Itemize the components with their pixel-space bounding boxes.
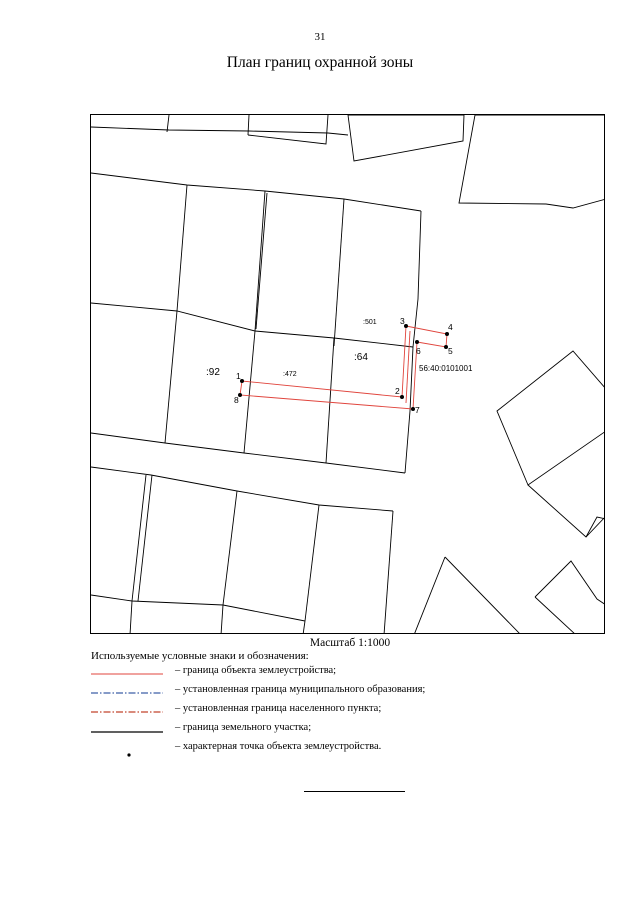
parcel-label-92: :92 [206, 367, 220, 378]
legend-item-land-boundary [91, 722, 611, 736]
map-scale: Масштаб 1:1000 [309, 637, 391, 649]
point-8-label: 8 [234, 395, 239, 405]
parcel-line [413, 211, 421, 347]
signature-line [304, 791, 405, 792]
point-4-label: 4 [448, 322, 453, 332]
protection-zone-outline [240, 326, 417, 409]
parcel-line [445, 557, 521, 634]
parcel-line [255, 191, 265, 331]
parcel-line [384, 511, 393, 634]
parcel-line [459, 115, 605, 208]
parcel-line [91, 595, 305, 621]
parcel-line [528, 485, 605, 537]
land-parcel-boundaries [91, 115, 605, 634]
point-3-label: 3 [400, 316, 405, 326]
point-1-label: 1 [236, 371, 241, 381]
parcel-line [497, 351, 605, 485]
legend-item-characteristic-point [91, 741, 611, 755]
legend-item-object-boundary [91, 665, 611, 679]
protection-zone-outline [406, 331, 410, 403]
legend-text: – граница объекта землеустройства; [175, 665, 337, 676]
point-7-label: 7 [415, 405, 420, 415]
parcel-line [177, 185, 187, 311]
parcel-line [91, 173, 421, 211]
parcel-line [223, 491, 237, 605]
parcel-line [248, 115, 328, 144]
parcel-line [348, 115, 464, 161]
red-line-symbol [91, 668, 163, 678]
parcel-line [138, 475, 152, 601]
parcel-line [303, 621, 305, 634]
point-5-label: 5 [448, 346, 453, 356]
parcel-line [167, 115, 169, 132]
point-2-label: 2 [395, 386, 400, 396]
parcel-line [305, 505, 319, 621]
parcel-label-501: :501 [363, 319, 377, 326]
parcel-line [256, 193, 267, 329]
page-number: 31 [314, 31, 326, 43]
legend-item-settlement-boundary [91, 703, 611, 717]
dash-dot-blue-line-symbol [91, 687, 163, 697]
legend-text: – установленная граница муниципального образования; [175, 684, 426, 695]
point-4-marker [445, 332, 449, 336]
parcel-line [414, 557, 445, 634]
legend-item-municipal-boundary [91, 684, 611, 698]
characteristic-points [238, 324, 449, 411]
page-title: План границ охранной зоны [226, 54, 414, 71]
parcel-line [248, 115, 249, 135]
parcel-label-472: :472 [283, 371, 297, 378]
parcel-label-64: :64 [354, 352, 368, 363]
object-boundaries [240, 326, 447, 409]
parcel-line [334, 199, 344, 346]
parcel-line [244, 331, 255, 453]
point-symbol [91, 750, 163, 760]
parcel-line [535, 561, 605, 605]
legend-title: Используемые условные знаки и обозначения: [91, 650, 309, 662]
quarter-label: 56:40:0101001 [419, 364, 473, 373]
parcel-line [91, 127, 348, 135]
protection-zone-outline [406, 326, 447, 347]
parcel-line [132, 475, 146, 601]
cadastral-map [91, 115, 605, 634]
parcel-line [535, 597, 576, 634]
map-frame [90, 114, 605, 634]
parcel-line [91, 467, 393, 511]
point-6-label: 6 [416, 346, 421, 356]
legend-text: – характерная точка объекта землеустройства. [175, 741, 382, 752]
point-2-marker [400, 395, 404, 399]
parcel-line [326, 338, 334, 463]
parcel-line [91, 433, 405, 473]
parcel-labels [206, 319, 473, 378]
legend-text: – граница земельного участка; [175, 722, 312, 733]
parcel-line [130, 601, 132, 634]
legend-text: – установленная граница населенного пункта; [175, 703, 382, 714]
black-line-symbol [91, 725, 163, 735]
parcel-line [221, 605, 223, 634]
parcel-line [165, 311, 177, 443]
point-6-marker [415, 340, 419, 344]
dash-dot-red-line-symbol [91, 706, 163, 716]
